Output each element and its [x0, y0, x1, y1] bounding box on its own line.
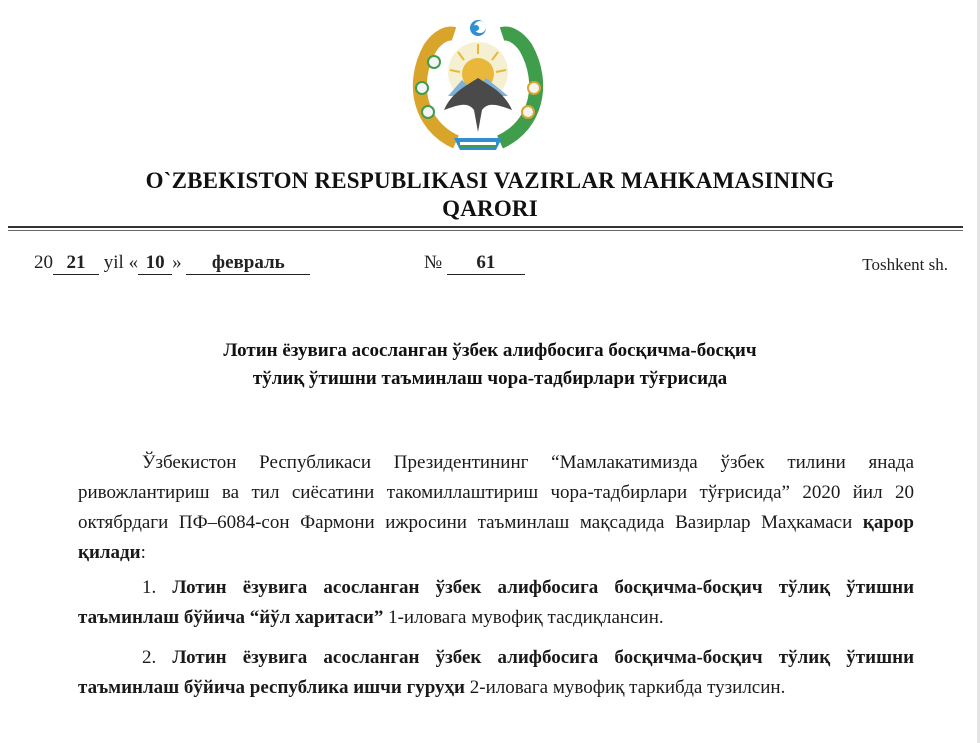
year-prefix: 20 — [34, 252, 53, 273]
preamble-resolution: қарор қилади — [78, 512, 914, 563]
clause-2-text: 2-иловага мувофиқ таркибда тузилсин. — [465, 677, 786, 698]
year-word: yil — [103, 252, 124, 273]
clause-2-number: 2. — [142, 647, 173, 668]
decree-title-line2: тўлиқ ўтишни таъминлаш чора-тадбирлари тўғрисида — [252, 368, 728, 389]
preamble-text: Ўзбекистон Республикаси Президентининг “Мамлакатимизда ўзбек тилини янада ривожлантириш ва тил сиёсатини такомиллаштириш чора-тадбирлари тўғрисида” 2020 йил 20 октябрдаги ПФ–6084-сон Фармони ижросини таъминлаш мақсадида Вазирлар Маҳкамаси — [78, 452, 914, 533]
issuing-authority: O`ZBEKISTON RESPUBLIKASI VAZIRLAR MAHKAMASINING — [145, 168, 835, 193]
clause-2-bold: Лотин ёзувига асосланган ўзбек алифбосига босқичма-босқич тўлиқ ўтишни таъминлаш бўйича республика ишчи гуруҳи — [78, 647, 915, 698]
clause-1-bold: Лотин ёзувига асосланган ўзбек алифбосига босқичма-босқич тўлиқ ўтишни таъминлаш бўйича “йўл харитаси” — [78, 577, 915, 628]
quote-open: « — [128, 252, 139, 273]
day-value: 10 — [138, 252, 172, 275]
number-sign: № — [424, 252, 443, 273]
number-line — [424, 252, 525, 275]
clause-1-number: 1. — [142, 577, 173, 598]
decree-number: 61 — [447, 252, 525, 275]
clause-1-text: 1-иловага мувофиқ тасдиқлансин. — [383, 607, 664, 628]
header-rule — [8, 226, 963, 228]
clause-2 — [78, 643, 914, 703]
state-emblem-icon — [402, 14, 554, 162]
header-rule-thin — [8, 230, 963, 231]
city: Toshkent sh. — [862, 255, 948, 274]
preamble-paragraph — [78, 448, 914, 568]
preamble-colon: : — [140, 542, 146, 563]
year-value: 21 — [53, 252, 99, 275]
clause-1 — [78, 573, 914, 633]
decree-title-line1: Лотин ёзувига асосланган ўзбек алифбосига босқичма-босқич — [223, 340, 757, 361]
document-type: QARORI — [442, 196, 538, 221]
date-line — [34, 252, 310, 275]
month-value: февраль — [186, 252, 310, 275]
quote-close: » — [172, 252, 182, 273]
